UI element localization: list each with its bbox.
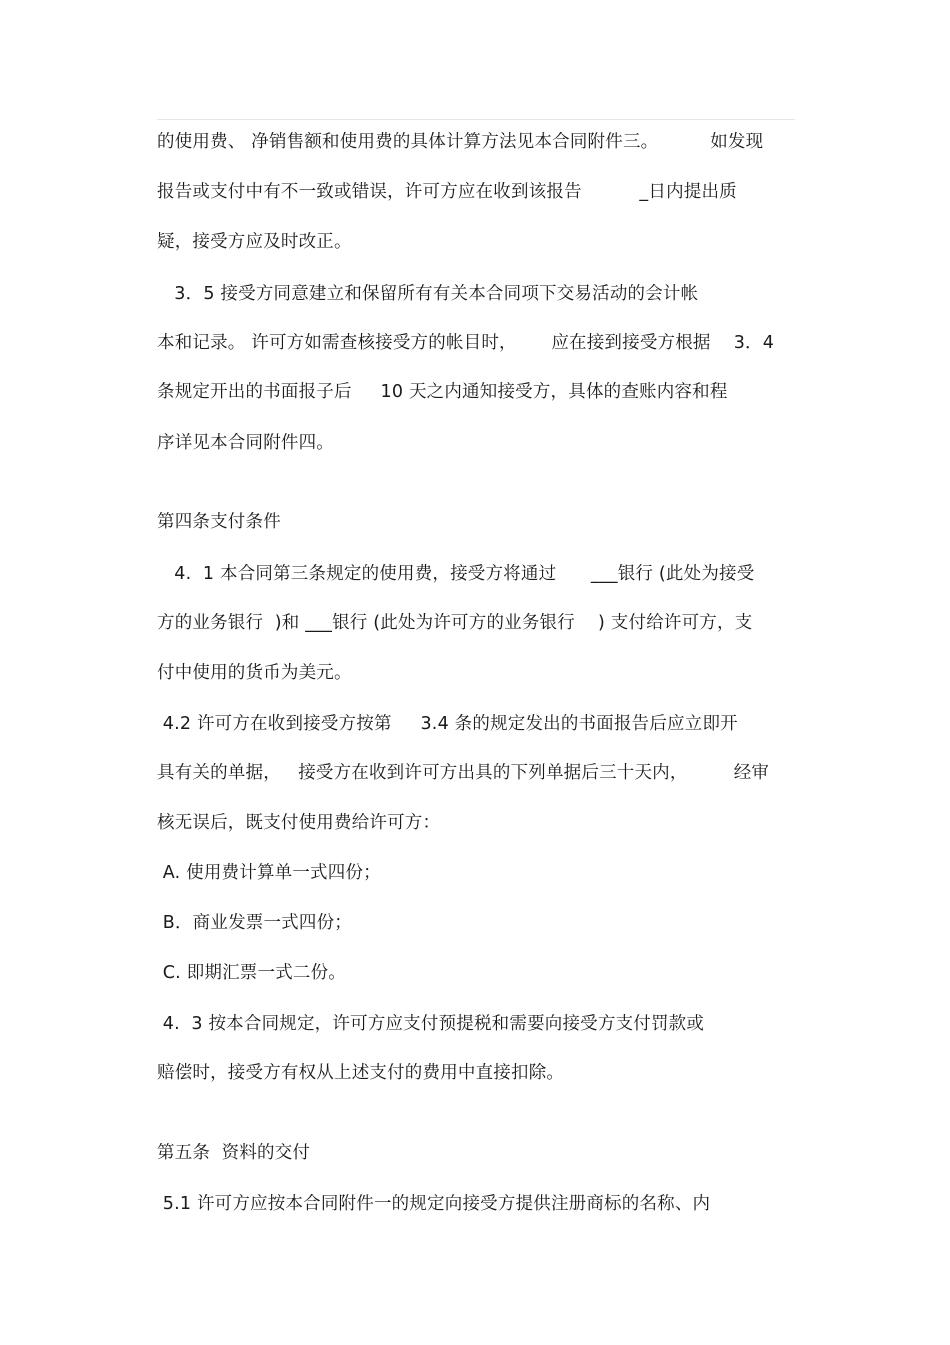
text-line: 具有关的单据， 接受方在收到许可方出具的下列单据后三十天内， 经审	[157, 763, 770, 783]
text-line: 条规定开出的书面报子后 10 天之内通知接受方，具体的查账内容和程	[157, 382, 728, 402]
header-divider	[157, 119, 795, 120]
text-line: 5.1 许可方应按本合同附件一的规定向接受方提供注册商标的名称、内	[157, 1194, 711, 1214]
text-line: 疑，接受方应及时改正。	[157, 232, 352, 252]
text-line: 核无误后，既支付使用费给许可方：	[157, 813, 441, 833]
text-line: 4. 1 本合同第三条规定的使用费，接受方将通过 ___银行 (此处为接受	[157, 564, 755, 584]
list-item: C. 即期汇票一式二份。	[157, 963, 347, 983]
section-heading: 第四条支付条件	[157, 512, 281, 532]
text-line: 4.2 许可方在收到接受方按第 3.4 条的规定发出的书面报告后应立即开	[157, 714, 738, 734]
text-line: 4. 3 按本合同规定，许可方应支付预提税和需要向接受方支付罚款或	[157, 1014, 705, 1034]
text-line: 方的业务银行 )和 ___银行 (此处为许可方的业务银行 ) 支付给许可方，支	[157, 613, 753, 633]
section-heading: 第五条 资料的交付	[157, 1143, 311, 1163]
list-item: A. 使用费计算单一式四份；	[157, 863, 381, 883]
text-line: 付中使用的货币为美元。	[157, 663, 352, 683]
list-item: B．商业发票一式四份；	[157, 913, 352, 933]
text-line: 3．5 接受方同意建立和保留所有有关本合同项下交易活动的会计帐	[157, 284, 699, 304]
text-line: 报告或支付中有不一致或错误，许可方应在收到该报告 _日内提出质	[157, 182, 737, 202]
text-line: 序详见本合同附件四。	[157, 433, 334, 453]
text-line: 赔偿时，接受方有权从上述支付的费用中直接扣除。	[157, 1063, 565, 1083]
text-line: 的使用费、 净销售额和使用费的具体计算方法见本合同附件三。 如发现	[157, 132, 764, 152]
text-line: 本和记录。 许可方如需查核接受方的帐目时， 应在接到接受方根据 3．4	[157, 333, 775, 353]
